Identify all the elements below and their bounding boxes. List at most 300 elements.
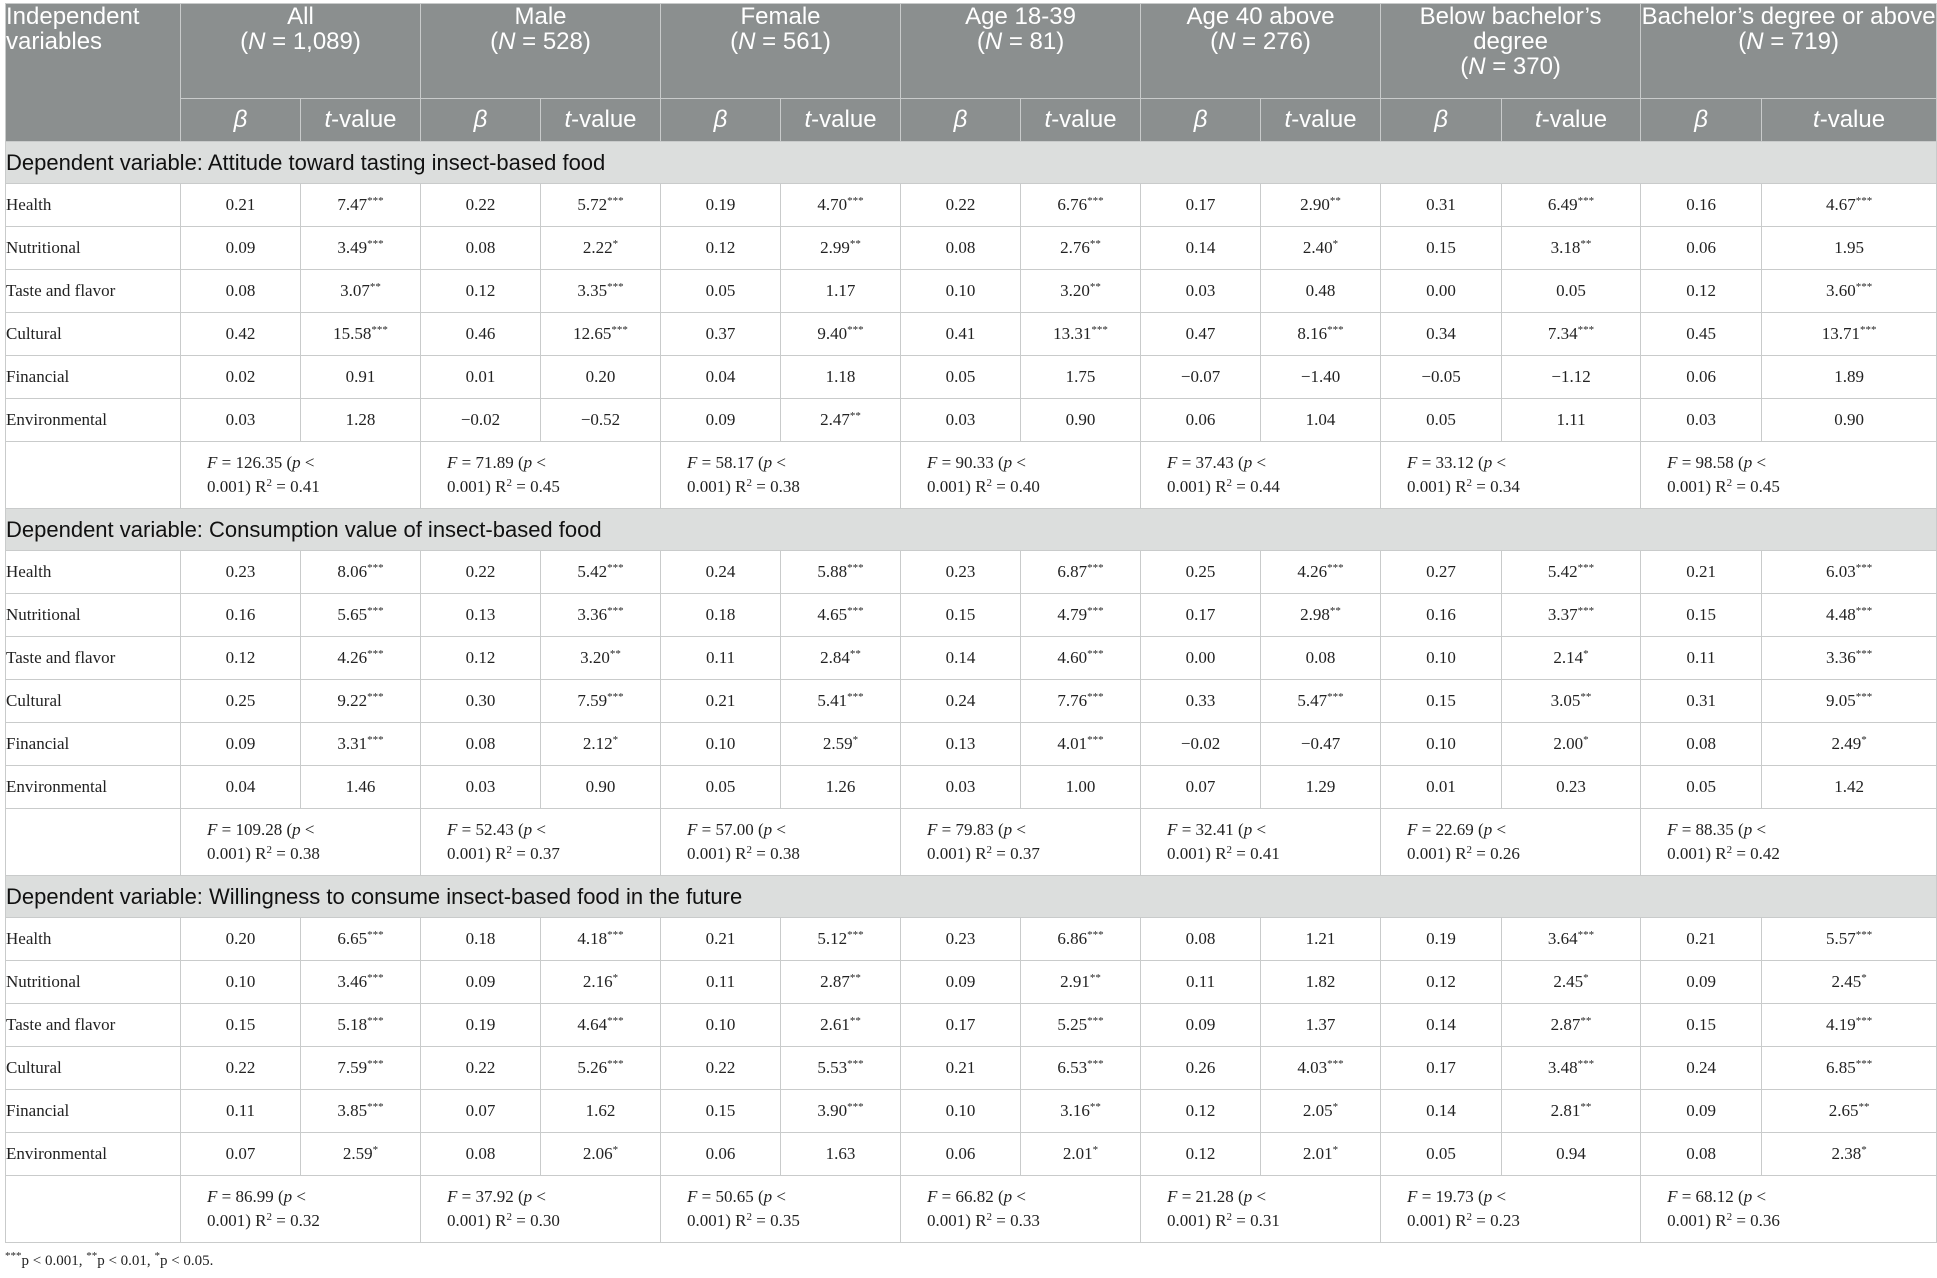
- model-fit-cell: [1141, 1176, 1381, 1243]
- table-row: [6, 1004, 1937, 1047]
- beta-cell: 0.12: [661, 227, 781, 270]
- beta-cell: 0.09: [661, 399, 781, 442]
- model-fit-text: F = 90.33 (p < 0.001) $R^2 = 0.40$: [927, 453, 1040, 496]
- tvalue-cell: 3.05**: [1502, 680, 1641, 723]
- tvalue-cell: 2.90**: [1261, 184, 1381, 227]
- beta-cell: 0.24: [1641, 1047, 1762, 1090]
- tvalue-cell: 2.40*: [1261, 227, 1381, 270]
- model-fit-text: F = 66.82 (p < 0.001) $R^2 = 0.33$: [927, 1187, 1040, 1230]
- beta-cell: 0.12: [421, 270, 541, 313]
- tvalue-cell: 2.01*: [1261, 1133, 1381, 1176]
- beta-cell: −0.02: [1141, 723, 1261, 766]
- tvalue-cell: −0.52: [541, 399, 661, 442]
- beta-cell: 0.15: [1641, 594, 1762, 637]
- beta-cell: 0.17: [901, 1004, 1021, 1047]
- tvalue-cell: 3.20**: [541, 637, 661, 680]
- table-row: [6, 1133, 1937, 1176]
- tvalue-cell: 0.23: [1502, 766, 1641, 809]
- tvalue-cell: 2.47**: [781, 399, 901, 442]
- tvalue-cell: 2.38*: [1762, 1133, 1937, 1176]
- tvalue-cell: 4.60***: [1021, 637, 1141, 680]
- beta-cell: 0.17: [1381, 1047, 1502, 1090]
- beta-cell: 0.06: [1141, 399, 1261, 442]
- group-header: [1641, 4, 1937, 99]
- model-fit-cell: [181, 809, 421, 876]
- tvalue-cell: 0.05: [1502, 270, 1641, 313]
- table-body: [6, 142, 1937, 1243]
- beta-header: β: [1381, 99, 1502, 142]
- row-label: Health: [6, 918, 181, 961]
- beta-cell: 0.06: [1641, 356, 1762, 399]
- tvalue-cell: 2.45*: [1762, 961, 1937, 1004]
- model-fit-text: F = 71.89 (p < 0.001) $R^2 = 0.45$: [447, 453, 560, 496]
- model-fit-text: F = 57.00 (p < 0.001) $R^2 = 0.38$: [687, 820, 800, 863]
- group-n: (N = 1,089): [240, 28, 361, 55]
- tvalue-cell: 1.42: [1762, 766, 1937, 809]
- group-n: (N = 81): [976, 28, 1065, 55]
- beta-cell: 0.13: [421, 594, 541, 637]
- table-row: [6, 270, 1937, 313]
- beta-cell: 0.08: [1141, 918, 1261, 961]
- beta-cell: −0.07: [1141, 356, 1261, 399]
- tvalue-cell: 4.26***: [301, 637, 421, 680]
- beta-cell: 0.33: [1141, 680, 1261, 723]
- beta-cell: 0.10: [901, 1090, 1021, 1133]
- row-label: Financial: [6, 723, 181, 766]
- beta-cell: 0.21: [661, 918, 781, 961]
- table-row: [6, 1047, 1937, 1090]
- tvalue-cell: 2.14*: [1502, 637, 1641, 680]
- beta-cell: 0.03: [901, 766, 1021, 809]
- tvalue-cell: 3.20**: [1021, 270, 1141, 313]
- section-title: Dependent variable: Attitude toward tasting insect-based food: [6, 142, 1937, 184]
- beta-cell: 0.15: [1641, 1004, 1762, 1047]
- beta-cell: 0.08: [421, 723, 541, 766]
- beta-cell: 0.09: [1641, 1090, 1762, 1133]
- beta-cell: 0.23: [181, 551, 301, 594]
- model-fit-row: [6, 1176, 1937, 1243]
- tvalue-cell: 0.90: [1762, 399, 1937, 442]
- row-label: Taste and flavor: [6, 1004, 181, 1047]
- tvalue-cell: 3.49***: [301, 227, 421, 270]
- model-fit-text: F = 21.28 (p < 0.001) $R^2 = 0.31$: [1167, 1187, 1280, 1230]
- model-fit-cell: [661, 1176, 901, 1243]
- model-fit-cell: [421, 809, 661, 876]
- tvalue-cell: 4.65***: [781, 594, 901, 637]
- tvalue-cell: 9.22***: [301, 680, 421, 723]
- beta-cell: 0.22: [421, 184, 541, 227]
- model-fit-cell: [661, 442, 901, 509]
- model-fit-cell: [1381, 442, 1641, 509]
- tvalue-cell: 3.31***: [301, 723, 421, 766]
- beta-cell: 0.11: [661, 961, 781, 1004]
- tvalue-cell: 7.59***: [301, 1047, 421, 1090]
- row-label: Health: [6, 184, 181, 227]
- beta-cell: 0.13: [901, 723, 1021, 766]
- group-header: [1141, 4, 1381, 99]
- tvalue-cell: 2.05*: [1261, 1090, 1381, 1133]
- beta-cell: 0.03: [181, 399, 301, 442]
- beta-cell: 0.18: [661, 594, 781, 637]
- tvalue-cell: 2.81**: [1502, 1090, 1641, 1133]
- beta-cell: 0.09: [901, 961, 1021, 1004]
- beta-cell: 0.14: [1381, 1090, 1502, 1133]
- model-fit-cell: [1141, 442, 1381, 509]
- model-fit-text: F = 37.43 (p < 0.001) $R^2 = 0.44$: [1167, 453, 1280, 496]
- beta-cell: 0.30: [421, 680, 541, 723]
- beta-cell: 0.07: [181, 1133, 301, 1176]
- tvalue-cell: 5.72***: [541, 184, 661, 227]
- beta-cell: 0.17: [1141, 594, 1261, 637]
- tvalue-cell: 3.18**: [1502, 227, 1641, 270]
- beta-cell: 0.45: [1641, 313, 1762, 356]
- model-fit-cell: [1381, 1176, 1641, 1243]
- model-fit-text: F = 58.17 (p < 0.001) $R^2 = 0.38$: [687, 453, 800, 496]
- beta-cell: 0.10: [1381, 637, 1502, 680]
- beta-cell: 0.22: [901, 184, 1021, 227]
- beta-cell: 0.01: [421, 356, 541, 399]
- tvalue-cell: 1.62: [541, 1090, 661, 1133]
- tvalue-cell: −1.12: [1502, 356, 1641, 399]
- tvalue-cell: 3.07**: [301, 270, 421, 313]
- model-fit-text: F = 86.99 (p < 0.001) $R^2 = 0.32$: [207, 1187, 320, 1230]
- beta-cell: 0.03: [1641, 399, 1762, 442]
- table-row: [6, 184, 1937, 227]
- beta-cell: 0.10: [661, 1004, 781, 1047]
- table-row: [6, 1090, 1937, 1133]
- tvalue-cell: 3.48***: [1502, 1047, 1641, 1090]
- beta-cell: 0.18: [421, 918, 541, 961]
- group-header: [901, 4, 1141, 99]
- tvalue-cell: 1.21: [1261, 918, 1381, 961]
- beta-header: β: [901, 99, 1021, 142]
- beta-cell: 0.21: [901, 1047, 1021, 1090]
- tvalue-cell: 4.48***: [1762, 594, 1937, 637]
- tvalue-cell: 2.01*: [1021, 1133, 1141, 1176]
- group-label: Below bachelor’s degree: [1419, 3, 1602, 55]
- tvalue-cell: 1.95: [1762, 227, 1937, 270]
- beta-cell: 0.24: [901, 680, 1021, 723]
- row-label: Environmental: [6, 399, 181, 442]
- model-fit-cell: [181, 1176, 421, 1243]
- tvalue-cell: 13.31***: [1021, 313, 1141, 356]
- tvalue-cell: 5.88***: [781, 551, 901, 594]
- tvalue-cell: 1.00: [1021, 766, 1141, 809]
- beta-cell: 0.14: [1381, 1004, 1502, 1047]
- table-row: [6, 961, 1937, 1004]
- tvalue-cell: 6.86***: [1021, 918, 1141, 961]
- beta-cell: 0.14: [1141, 227, 1261, 270]
- beta-cell: 0.14: [901, 637, 1021, 680]
- tvalue-cell: 3.90***: [781, 1090, 901, 1133]
- model-fit-cell: [901, 442, 1141, 509]
- beta-cell: 0.15: [1381, 680, 1502, 723]
- tvalue-cell: 1.82: [1261, 961, 1381, 1004]
- beta-cell: 0.03: [901, 399, 1021, 442]
- tvalue-cell: 1.28: [301, 399, 421, 442]
- tvalue-cell: 1.29: [1261, 766, 1381, 809]
- tvalue-cell: −1.40: [1261, 356, 1381, 399]
- group-n: (N = 276): [1210, 28, 1311, 55]
- row-label: Taste and flavor: [6, 270, 181, 313]
- beta-cell: 0.15: [661, 1090, 781, 1133]
- beta-cell: 0.09: [181, 723, 301, 766]
- tvalue-cell: 2.49*: [1762, 723, 1937, 766]
- tvalue-cell: 6.53***: [1021, 1047, 1141, 1090]
- tvalue-cell: 2.84**: [781, 637, 901, 680]
- beta-cell: 0.04: [181, 766, 301, 809]
- beta-cell: 0.21: [181, 184, 301, 227]
- tvalue-cell: 9.40***: [781, 313, 901, 356]
- table-row: [6, 680, 1937, 723]
- beta-cell: 0.12: [1141, 1090, 1261, 1133]
- beta-cell: 0.22: [661, 1047, 781, 1090]
- tvalue-cell: 6.76***: [1021, 184, 1141, 227]
- tvalue-cell: 1.46: [301, 766, 421, 809]
- tvalue-header: t-value: [541, 99, 661, 142]
- beta-cell: 0.21: [1641, 551, 1762, 594]
- row-label: Cultural: [6, 680, 181, 723]
- tvalue-cell: 0.91: [301, 356, 421, 399]
- row-label: Nutritional: [6, 227, 181, 270]
- model-fit-label-cell: [6, 809, 181, 876]
- tvalue-cell: 3.37***: [1502, 594, 1641, 637]
- beta-cell: 0.15: [901, 594, 1021, 637]
- tvalue-cell: 3.46***: [301, 961, 421, 1004]
- tvalue-cell: 0.20: [541, 356, 661, 399]
- beta-cell: 0.09: [1641, 961, 1762, 1004]
- section-title: Dependent variable: Willingness to consume insect-based food in the future: [6, 876, 1937, 918]
- beta-cell: 0.19: [661, 184, 781, 227]
- tvalue-cell: 2.98**: [1261, 594, 1381, 637]
- tvalue-cell: 3.35***: [541, 270, 661, 313]
- tvalue-cell: 2.45*: [1502, 961, 1641, 1004]
- beta-cell: 0.03: [1141, 270, 1261, 313]
- beta-cell: 0.19: [1381, 918, 1502, 961]
- beta-cell: 0.11: [661, 637, 781, 680]
- beta-cell: 0.02: [181, 356, 301, 399]
- model-fit-cell: [1641, 442, 1937, 509]
- beta-cell: 0.06: [901, 1133, 1021, 1176]
- group-header: [421, 4, 661, 99]
- model-fit-row: [6, 809, 1937, 876]
- group-header: [181, 4, 421, 99]
- beta-cell: 0.08: [1641, 1133, 1762, 1176]
- model-fit-text: F = 52.43 (p < 0.001) $R^2 = 0.37$: [447, 820, 560, 863]
- tvalue-cell: 4.03***: [1261, 1047, 1381, 1090]
- tvalue-cell: 15.58***: [301, 313, 421, 356]
- row-label: Financial: [6, 356, 181, 399]
- tvalue-cell: 1.18: [781, 356, 901, 399]
- tvalue-cell: 2.59*: [781, 723, 901, 766]
- beta-cell: 0.25: [181, 680, 301, 723]
- section-header-row: [6, 876, 1937, 918]
- tvalue-cell: 0.08: [1261, 637, 1381, 680]
- tvalue-cell: 4.67***: [1762, 184, 1937, 227]
- tvalue-header: t-value: [1502, 99, 1641, 142]
- tvalue-cell: 3.64***: [1502, 918, 1641, 961]
- tvalue-cell: 4.19***: [1762, 1004, 1937, 1047]
- tvalue-cell: 2.12*: [541, 723, 661, 766]
- tvalue-cell: 2.76**: [1021, 227, 1141, 270]
- tvalue-header: t-value: [1261, 99, 1381, 142]
- beta-cell: 0.03: [421, 766, 541, 809]
- model-fit-cell: [1641, 809, 1937, 876]
- table-row: [6, 637, 1937, 680]
- beta-cell: 0.06: [661, 1133, 781, 1176]
- beta-cell: −0.05: [1381, 356, 1502, 399]
- model-fit-cell: [901, 1176, 1141, 1243]
- tvalue-cell: 1.89: [1762, 356, 1937, 399]
- tvalue-cell: 5.53***: [781, 1047, 901, 1090]
- tvalue-cell: 1.26: [781, 766, 901, 809]
- beta-cell: 0.06: [1641, 227, 1762, 270]
- beta-cell: 0.41: [901, 313, 1021, 356]
- group-header: [1381, 4, 1641, 99]
- model-fit-text: F = 32.41 (p < 0.001) $R^2 = 0.41$: [1167, 820, 1280, 863]
- table-row: [6, 594, 1937, 637]
- tvalue-cell: 0.48: [1261, 270, 1381, 313]
- beta-cell: 0.12: [181, 637, 301, 680]
- tvalue-cell: 0.94: [1502, 1133, 1641, 1176]
- section-header-row: [6, 509, 1937, 551]
- group-label: Age 18-39: [965, 3, 1076, 30]
- beta-cell: 0.11: [1141, 961, 1261, 1004]
- beta-cell: 0.09: [421, 961, 541, 1004]
- tvalue-header: t-value: [1021, 99, 1141, 142]
- table-row: [6, 356, 1937, 399]
- model-fit-text: F = 50.65 (p < 0.001) $R^2 = 0.35$: [687, 1187, 800, 1230]
- beta-cell: 0.22: [421, 1047, 541, 1090]
- tvalue-cell: 8.16***: [1261, 313, 1381, 356]
- group-label: Age 40 above: [1186, 3, 1335, 30]
- beta-cell: 0.04: [661, 356, 781, 399]
- model-fit-cell: [1381, 809, 1641, 876]
- tvalue-cell: 4.26***: [1261, 551, 1381, 594]
- tvalue-cell: 1.75: [1021, 356, 1141, 399]
- tvalue-cell: 6.85***: [1762, 1047, 1937, 1090]
- beta-cell: 0.09: [181, 227, 301, 270]
- beta-cell: 0.12: [1141, 1133, 1261, 1176]
- tvalue-cell: 13.71***: [1762, 313, 1937, 356]
- table-row: [6, 766, 1937, 809]
- tvalue-cell: 4.18***: [541, 918, 661, 961]
- model-fit-text: F = 33.12 (p < 0.001) $R^2 = 0.34$: [1407, 453, 1520, 496]
- table-row: [6, 313, 1937, 356]
- beta-cell: 0.10: [1381, 723, 1502, 766]
- beta-cell: 0.23: [901, 551, 1021, 594]
- tvalue-cell: 5.65***: [301, 594, 421, 637]
- tvalue-cell: 3.36***: [541, 594, 661, 637]
- beta-cell: 0.00: [1141, 637, 1261, 680]
- tvalue-cell: 2.87**: [1502, 1004, 1641, 1047]
- model-fit-label-cell: [6, 442, 181, 509]
- tvalue-cell: 6.49***: [1502, 184, 1641, 227]
- group-n: (N = 528): [490, 28, 591, 55]
- row-label: Environmental: [6, 766, 181, 809]
- model-fit-text: F = 109.28 (p < 0.001) $R^2 = 0.38$: [207, 820, 320, 863]
- beta-cell: 0.20: [181, 918, 301, 961]
- row-label: Cultural: [6, 1047, 181, 1090]
- tvalue-cell: 2.91**: [1021, 961, 1141, 1004]
- beta-cell: 0.05: [901, 356, 1021, 399]
- tvalue-cell: 12.65***: [541, 313, 661, 356]
- table-row: [6, 918, 1937, 961]
- tvalue-cell: 6.87***: [1021, 551, 1141, 594]
- group-label: Male: [514, 3, 567, 30]
- beta-cell: 0.47: [1141, 313, 1261, 356]
- beta-cell: 0.42: [181, 313, 301, 356]
- model-fit-text: F = 88.35 (p < 0.001) $R^2 = 0.42$: [1667, 820, 1780, 863]
- beta-cell: 0.05: [661, 270, 781, 313]
- tvalue-cell: 2.87**: [781, 961, 901, 1004]
- tvalue-header: t-value: [781, 99, 901, 142]
- beta-cell: 0.08: [421, 1133, 541, 1176]
- beta-cell: 0.12: [421, 637, 541, 680]
- row-label: Nutritional: [6, 594, 181, 637]
- tvalue-cell: 2.22*: [541, 227, 661, 270]
- tvalue-cell: 7.47***: [301, 184, 421, 227]
- beta-cell: 0.01: [1381, 766, 1502, 809]
- group-label: All: [287, 3, 314, 30]
- beta-cell: 0.24: [661, 551, 781, 594]
- beta-cell: 0.11: [181, 1090, 301, 1133]
- tvalue-cell: 7.34***: [1502, 313, 1641, 356]
- beta-cell: 0.05: [661, 766, 781, 809]
- tvalue-cell: 1.04: [1261, 399, 1381, 442]
- model-fit-cell: [901, 809, 1141, 876]
- model-fit-text: F = 98.58 (p < 0.001) $R^2 = 0.45$: [1667, 453, 1780, 496]
- beta-cell: 0.23: [901, 918, 1021, 961]
- beta-cell: 0.08: [181, 270, 301, 313]
- beta-cell: 0.05: [1381, 399, 1502, 442]
- beta-cell: 0.05: [1381, 1133, 1502, 1176]
- tvalue-cell: 6.65***: [301, 918, 421, 961]
- tvalue-cell: 4.64***: [541, 1004, 661, 1047]
- tvalue-cell: 6.03***: [1762, 551, 1937, 594]
- beta-cell: 0.46: [421, 313, 541, 356]
- group-label: Female: [740, 3, 821, 30]
- tvalue-cell: 1.37: [1261, 1004, 1381, 1047]
- tvalue-cell: 4.79***: [1021, 594, 1141, 637]
- beta-cell: 0.08: [901, 227, 1021, 270]
- tvalue-cell: 7.59***: [541, 680, 661, 723]
- beta-cell: 0.27: [1381, 551, 1502, 594]
- beta-cell: 0.16: [1641, 184, 1762, 227]
- group-header: [661, 4, 901, 99]
- beta-cell: 0.05: [1641, 766, 1762, 809]
- beta-cell: 0.12: [1641, 270, 1762, 313]
- tvalue-cell: 1.17: [781, 270, 901, 313]
- beta-cell: 0.10: [181, 961, 301, 1004]
- tvalue-cell: 5.42***: [541, 551, 661, 594]
- group-label: Bachelor’s degree or above: [1641, 3, 1936, 30]
- tvalue-header: t-value: [1762, 99, 1937, 142]
- group-n: (N = 561): [730, 28, 831, 55]
- table-row: [6, 399, 1937, 442]
- row-label: Financial: [6, 1090, 181, 1133]
- section-title: Dependent variable: Consumption value of insect-based food: [6, 509, 1937, 551]
- beta-cell: 0.10: [901, 270, 1021, 313]
- tvalue-cell: 0.90: [541, 766, 661, 809]
- tvalue-cell: 1.63: [781, 1133, 901, 1176]
- model-fit-text: F = 126.35 (p < 0.001) $R^2 = 0.41$: [207, 453, 320, 496]
- tvalue-cell: 4.70***: [781, 184, 901, 227]
- tvalue-cell: 2.06*: [541, 1133, 661, 1176]
- beta-cell: 0.12: [1381, 961, 1502, 1004]
- tvalue-cell: 3.36***: [1762, 637, 1937, 680]
- header-row-groups: [6, 4, 1937, 99]
